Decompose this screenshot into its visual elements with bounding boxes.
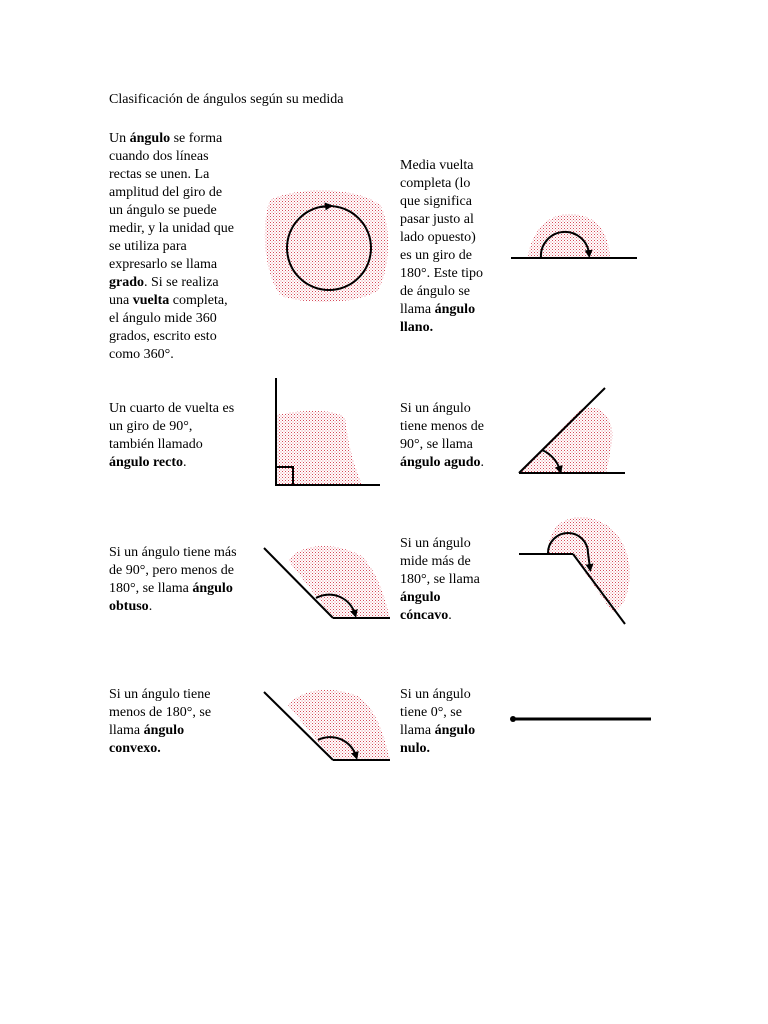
text-line [400,175,483,193]
line-concavo-ray [573,554,625,624]
figure-nulo [510,716,651,722]
text-convexo [109,686,211,758]
text-line [400,589,480,607]
figure-concavo [519,517,630,624]
text-line [400,400,484,418]
circle-vuelta [287,206,371,290]
text-segment: rectas se unen. La [109,167,210,182]
shade-vuelta [265,190,388,302]
arc-llano [541,232,589,258]
text-segment: lado opuesto) [400,230,476,245]
arc-convexo [318,737,356,756]
text-line [400,535,480,553]
figure-obtuso [264,546,390,618]
text-line [400,553,480,571]
text-line [400,436,484,454]
text-line [109,562,237,580]
bold-term: vuelta [132,293,170,308]
text-line [400,607,480,625]
text-segment: amplitud del giro de [109,185,223,200]
text-line [109,274,234,292]
text-line [109,328,234,346]
figure-vuelta [265,190,388,302]
text-concavo [400,535,480,625]
text-line [400,265,483,283]
text-line [109,346,234,364]
text-line [400,319,483,337]
text-segment: es un giro de [400,248,472,263]
text-segment: . [480,455,485,470]
text-segment: un giro de 90°, [109,419,193,434]
text-line [400,283,483,301]
text-segment: Si un ángulo tiene [109,687,211,702]
text-line [109,202,234,220]
text-segment: un ángulo se puede [109,203,217,218]
text-segment: completa, [169,293,228,308]
bold-term: cóncavo [400,608,449,623]
text-line [400,418,484,436]
text-line [400,571,480,589]
text-segment: llama [400,302,435,317]
text-line [109,256,234,274]
text-line [400,704,475,722]
bold-term: ángulo [434,302,476,317]
text-segment: llama [109,723,144,738]
text-segment: pasar justo al [400,212,474,227]
text-line [109,722,211,740]
bold-term: convexo. [109,741,161,756]
shade-concavo [548,517,630,612]
shade-obtuso [288,546,390,618]
page-title: Clasificación de ángulos según su medida [109,92,344,107]
bold-term: ángulo [434,723,476,738]
text-segment: . [148,599,153,614]
text-line [109,238,234,256]
text-segment: Si un ángulo [400,687,471,702]
text-line [109,400,234,418]
text-segment: Un [109,131,130,146]
arc-concavo [548,533,590,568]
text-segment: menos de 180°, se [109,705,212,720]
arc-obtuso [316,595,355,614]
text-segment: como 360°. [109,347,174,362]
shade-convexo [288,690,390,760]
shade-recto [276,411,362,485]
text-line [109,184,234,202]
arrow-vuelta [321,206,329,207]
bold-term: ángulo recto [109,455,184,470]
text-segment: de ángulo se [400,284,470,299]
shade-agudo [519,407,612,473]
line-obtuso-ray [264,548,333,618]
line-convexo-ray [264,692,333,760]
text-line [400,686,475,704]
text-line [109,544,237,562]
text-line [400,740,475,758]
bold-term: llano. [400,320,434,335]
line-agudo-ray [519,388,605,473]
text-line [109,580,237,598]
text-segment: Si un ángulo [400,401,471,416]
bold-term: obtuso [109,599,149,614]
bold-term: ángulo [400,590,441,605]
text-segment: medir, y la unidad que [109,221,235,236]
text-segment: se forma [170,131,223,146]
text-line [109,436,234,454]
text-line [400,722,475,740]
text-segment: grados, escrito esto [109,329,217,344]
text-line [400,157,483,175]
text-segment: Si un ángulo tiene más [109,545,237,560]
text-llano [400,157,483,337]
text-segment: 180°, se llama [109,581,193,596]
bold-term: grado [109,275,144,290]
square-recto [276,467,293,485]
text-line [400,301,483,319]
figure-convexo [264,690,390,760]
text-segment: tiene menos de [400,419,484,434]
bold-term: ángulo [192,581,233,596]
bold-term: ángulo [129,131,171,146]
arc-agudo [542,450,560,470]
text-segment: de 90°, pero menos de [109,563,234,578]
figure-llano [511,214,637,258]
text-segment: completa (lo [400,176,471,191]
text-segment: Media vuelta [400,158,474,173]
text-vuelta [109,130,234,364]
text-line [400,229,483,247]
text-agudo [400,400,484,472]
text-line [400,454,484,472]
text-line [109,686,211,704]
text-segment: . Si se realiza [144,275,219,290]
text-segment: 180°, se llama [400,572,480,587]
text-segment: . [183,455,187,470]
figure-recto [276,378,380,485]
text-line [109,418,234,436]
text-line [109,130,234,148]
shade-llano [528,214,610,258]
bold-term: ángulo [143,723,185,738]
text-segment: mide más de [400,554,471,569]
text-nulo [400,686,475,758]
text-segment: cuando dos líneas [109,149,209,164]
text-segment: también llamado [109,437,203,452]
text-segment: llama [400,723,435,738]
text-segment: que significa [400,194,472,209]
text-segment: Un cuarto de vuelta es [109,401,235,416]
figure-agudo [519,388,625,473]
dot-nulo [510,716,516,722]
text-segment: una [109,293,133,308]
text-line [109,292,234,310]
text-obtuso [109,544,237,616]
text-segment: expresarlo se llama [109,257,218,272]
text-segment: 180°. Este tipo [400,266,483,281]
text-line [400,211,483,229]
text-line [109,148,234,166]
text-line [400,193,483,211]
text-line [109,310,234,328]
text-segment: el ángulo mide 360 [109,311,217,326]
text-segment: se utiliza para [109,239,187,254]
text-segment: Si un ángulo [400,536,471,551]
bold-term: ángulo agudo [400,455,481,470]
text-segment: tiene 0°, se [400,705,462,720]
text-line [109,740,211,758]
text-line [109,166,234,184]
text-line [109,704,211,722]
text-line [109,598,237,616]
text-segment: . [448,608,452,623]
bold-term: nulo. [400,741,430,756]
text-line [109,454,234,472]
text-segment: 90°, se llama [400,437,473,452]
text-line [400,247,483,265]
text-recto [109,400,234,472]
text-line [109,220,234,238]
